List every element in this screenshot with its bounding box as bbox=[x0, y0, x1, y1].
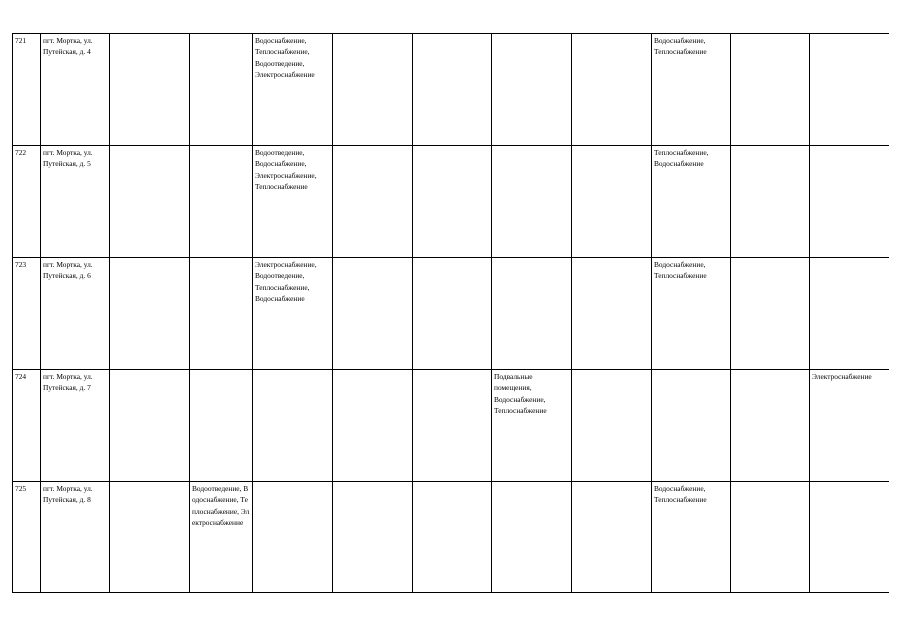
table-cell: Электроснабжение, Водоотведение, Теплоснабжение, Водоснабжение bbox=[253, 258, 333, 370]
table-cell: Водоснабжение, Теплоснабжение, Водоотведение, Электроснабжение bbox=[253, 34, 333, 146]
table-cell bbox=[190, 370, 253, 482]
address-cell: пгт. Мортка, ул. Путейская, д. 6 bbox=[41, 258, 110, 370]
table-cell bbox=[110, 370, 190, 482]
table-cell bbox=[253, 370, 333, 482]
table-cell bbox=[190, 258, 253, 370]
table-cell bbox=[810, 146, 889, 258]
table-cell bbox=[333, 482, 413, 593]
table-row bbox=[13, 370, 889, 482]
table-cell bbox=[572, 258, 652, 370]
table-cell bbox=[492, 482, 572, 593]
table-cell bbox=[190, 34, 253, 146]
table-cell bbox=[572, 146, 652, 258]
table-cell bbox=[731, 34, 810, 146]
table-cell bbox=[572, 370, 652, 482]
table-cell bbox=[492, 258, 572, 370]
table-cell bbox=[333, 146, 413, 258]
table-cell bbox=[731, 146, 810, 258]
row-number-cell: 721 bbox=[13, 34, 41, 146]
table-cell bbox=[492, 34, 572, 146]
table-cell bbox=[413, 34, 492, 146]
table-cell bbox=[413, 370, 492, 482]
table-cell bbox=[572, 482, 652, 593]
address-cell: пгт. Мортка, ул. Путейская, д. 7 bbox=[41, 370, 110, 482]
table-cell: Водоснабжение, Теплоснабжение bbox=[652, 258, 731, 370]
address-cell: пгт. Мортка, ул. Путейская, д. 5 bbox=[41, 146, 110, 258]
table-cell bbox=[110, 146, 190, 258]
table-cell bbox=[333, 370, 413, 482]
table-row bbox=[13, 146, 889, 258]
table-cell bbox=[731, 258, 810, 370]
table-cell bbox=[810, 482, 889, 593]
table-cell bbox=[110, 258, 190, 370]
table-cell bbox=[492, 146, 572, 258]
address-cell: пгт. Мортка, ул. Путейская, д. 8 bbox=[41, 482, 110, 593]
row-number-cell: 722 bbox=[13, 146, 41, 258]
table-cell bbox=[810, 34, 889, 146]
table-cell bbox=[810, 258, 889, 370]
row-number-cell: 723 bbox=[13, 258, 41, 370]
row-number-cell: 725 bbox=[13, 482, 41, 593]
table-cell: Электроснабжение bbox=[810, 370, 889, 482]
table-cell bbox=[110, 34, 190, 146]
table-cell bbox=[652, 370, 731, 482]
table-row bbox=[13, 34, 889, 146]
table-cell bbox=[731, 370, 810, 482]
table-cell bbox=[253, 482, 333, 593]
table-cell bbox=[333, 34, 413, 146]
table-cell: Водоотведение, Водоснабжение, Теплоснабжение, Электроснабжение bbox=[190, 482, 253, 593]
table-cell: Водоснабжение, Теплоснабжение bbox=[652, 482, 731, 593]
table-cell bbox=[110, 482, 190, 593]
table-cell bbox=[333, 258, 413, 370]
row-number-cell: 724 bbox=[13, 370, 41, 482]
table-cell: Водоотведение, Водоснабжение, Электроснабжение, Теплоснабжение bbox=[253, 146, 333, 258]
table-row bbox=[13, 258, 889, 370]
table-cell bbox=[572, 34, 652, 146]
table-cell bbox=[413, 482, 492, 593]
address-cell: пгт. Мортка, ул. Путейская, д. 4 bbox=[41, 34, 110, 146]
table-row bbox=[13, 482, 889, 593]
table-cell: Водоснабжение, Теплоснабжение bbox=[652, 34, 731, 146]
table-cell bbox=[413, 258, 492, 370]
table-cell bbox=[190, 146, 253, 258]
table-cell: Подвальные помещения, Водоснабжение, Теплоснабжение bbox=[492, 370, 572, 482]
table-cell: Теплоснабжение, Водоснабжение bbox=[652, 146, 731, 258]
table-cell bbox=[413, 146, 492, 258]
table-cell bbox=[731, 482, 810, 593]
works-table bbox=[12, 33, 889, 593]
